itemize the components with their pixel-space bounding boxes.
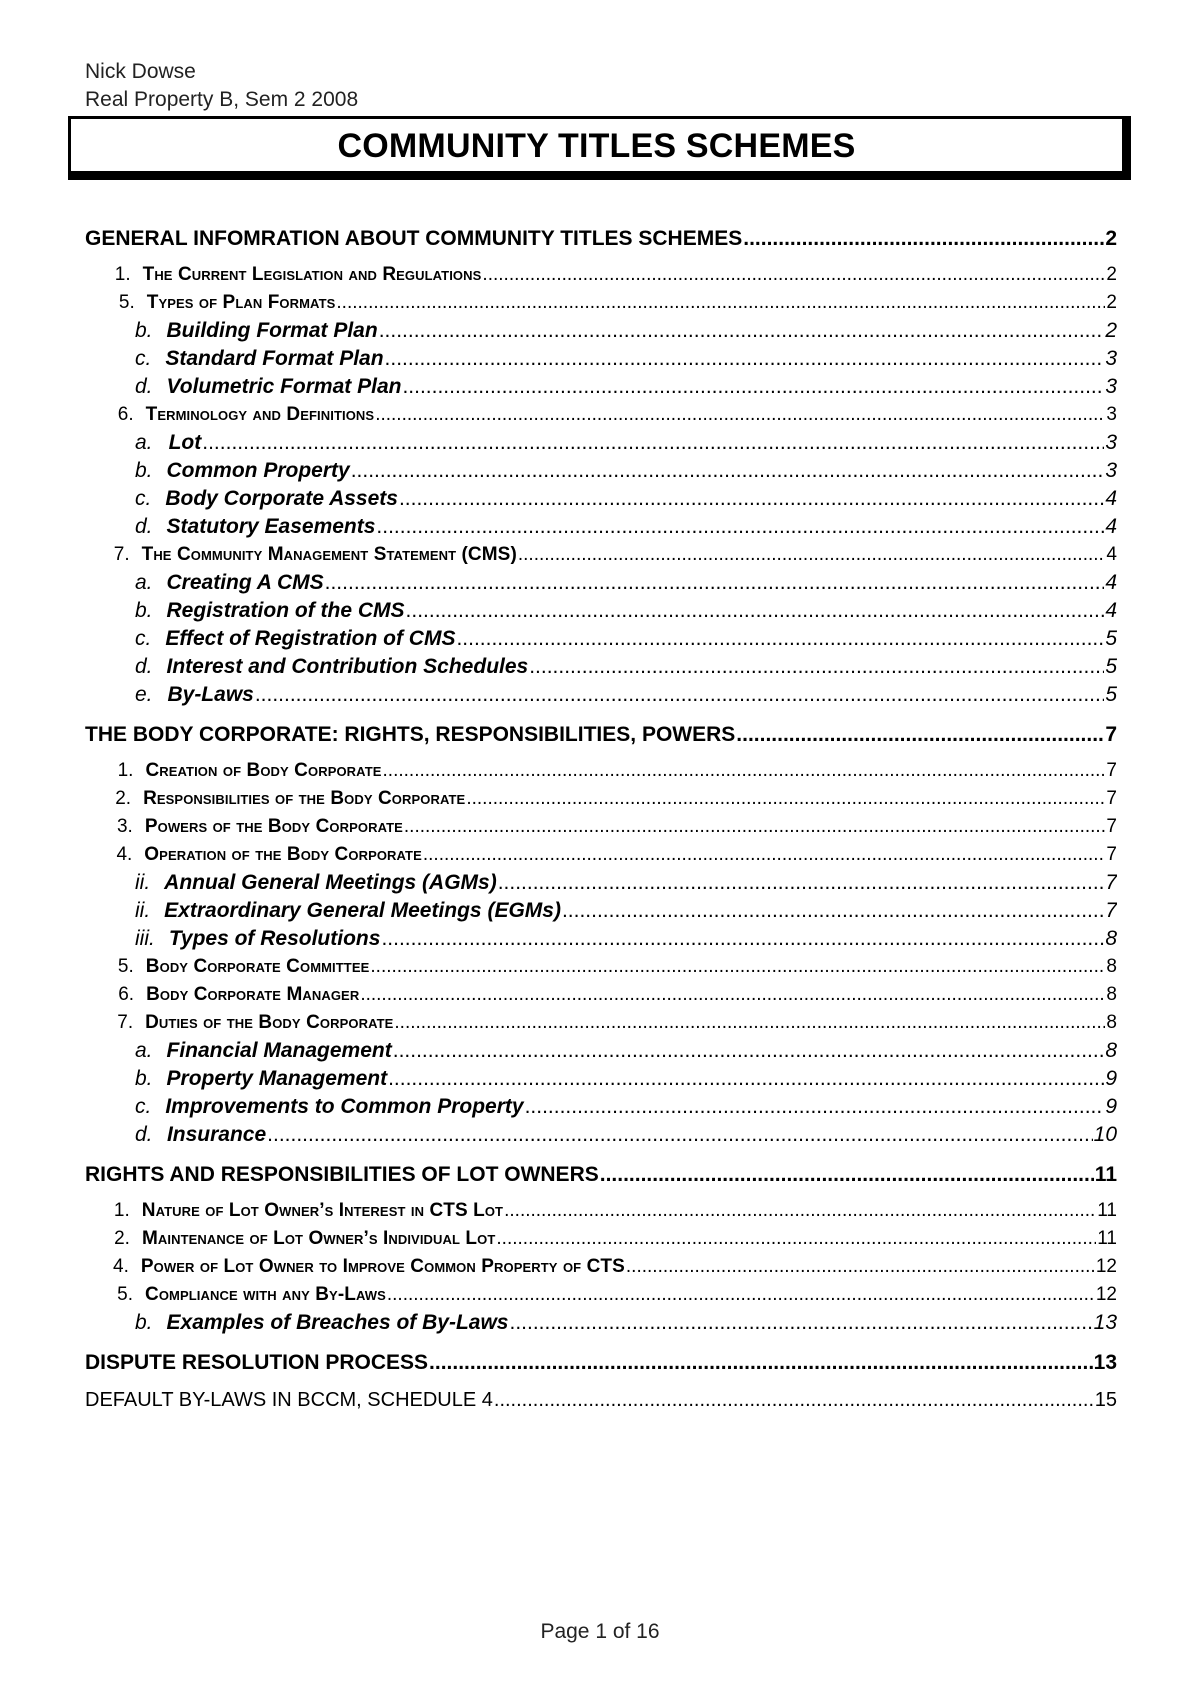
dot-leader [504,1197,1096,1225]
toc-entry[interactable] [85,1009,1117,1037]
toc-number: b. [135,1067,153,1090]
toc-page-number: 8 [1106,984,1117,1005]
toc-number: a. [135,1039,153,1062]
dot-leader [388,1065,1104,1093]
dot-leader [351,457,1105,485]
toc-subentry[interactable] [85,597,1117,625]
toc-number: 2. [114,1228,130,1249]
dot-leader [525,1093,1105,1121]
toc-subentry[interactable] [85,653,1117,681]
toc-number: iii. [135,927,155,950]
toc-page-number: 11 [1094,1163,1117,1186]
toc-label: Body Corporate Committee [145,956,370,977]
toc-number: d. [135,515,153,538]
toc-label: Effect of Registration of CMS [165,627,456,650]
toc-number: 5. [117,956,134,977]
dot-leader [518,541,1106,569]
toc-label: Improvements to Common Property [165,1095,524,1118]
document-header [85,58,358,114]
toc-subentry[interactable] [85,1065,1117,1093]
toc-page-number: 11 [1097,1200,1117,1221]
dot-leader [406,597,1105,625]
toc-number: b. [135,599,153,622]
dot-leader [393,1037,1105,1065]
toc-label: Body Corporate Assets [165,487,398,510]
toc-entry[interactable] [85,401,1117,429]
toc-subentry[interactable] [85,317,1117,345]
toc-number: 6. [117,404,134,425]
toc-page-number: 13 [1093,1351,1117,1374]
toc-label: Extraordinary General Meetings (EGMs) [164,899,561,922]
dot-leader [379,317,1105,345]
toc-label: Building Format Plan [166,319,378,342]
toc-entry[interactable] [85,261,1117,289]
dot-leader [496,1225,1096,1253]
toc-page-number: 2 [1105,319,1117,342]
toc-label: Operation of the Body Corporate [144,844,422,865]
toc-page-number: 9 [1105,1067,1117,1090]
toc-page-number: 7 [1105,899,1117,922]
toc-label: THE BODY CORPORATE: RIGHTS, RESPONSIBILITIES, POWERS [85,723,736,746]
toc-entry[interactable] [85,813,1117,841]
toc-subentry[interactable] [85,345,1117,373]
toc-page-number: 8 [1106,1012,1117,1033]
toc-page-number: 2 [1105,227,1117,250]
dot-leader [423,841,1106,869]
toc-entry[interactable] [85,757,1117,785]
toc-number: c. [135,1095,152,1118]
dot-leader [370,953,1105,981]
toc-label: Power of Lot Owner to Improve Common Property of CTS [140,1256,625,1277]
toc-page-number: 15 [1094,1389,1117,1411]
dot-leader [509,1309,1092,1337]
toc-number: 4. [113,1256,129,1277]
toc-entry-plain[interactable] [85,1385,1117,1415]
course-name: Real Property B, Sem 2 2008 [85,88,359,111]
toc-number: c. [135,487,152,510]
dot-leader [626,1253,1095,1281]
author-name: Nick Dowse [85,60,196,83]
title-box [68,116,1131,180]
toc-number: 5. [117,1284,134,1305]
dot-leader [404,813,1106,841]
toc-section-heading[interactable] [85,1349,1117,1377]
toc-subentry[interactable] [85,429,1117,457]
dot-leader [202,429,1104,457]
toc-subentry[interactable] [85,513,1117,541]
dot-leader [743,225,1104,253]
toc-label: Statutory Easements [166,515,376,538]
toc-label: Responsibilities of the Body Corporate [143,788,466,809]
toc-number: b. [135,1311,153,1334]
toc-entry[interactable] [85,1225,1117,1253]
toc-subentry[interactable] [85,925,1117,953]
toc-number: c. [135,347,152,370]
toc-page-number: 5 [1105,683,1117,706]
toc-number: c. [135,627,152,650]
toc-label: The Community Management Statement (CMS) [141,544,517,565]
toc-label: Body Corporate Manager [146,984,360,1005]
dot-leader [255,681,1104,709]
toc-entry[interactable] [85,953,1117,981]
toc-subentry[interactable] [85,625,1117,653]
dot-leader [360,981,1105,1009]
toc-label: Creation of Body Corporate [145,760,382,781]
toc-label: Property Management [166,1067,388,1090]
toc-subentry[interactable] [85,457,1117,485]
toc-label: Types of Plan Formats [146,292,336,313]
toc-label: Financial Management [166,1039,392,1062]
toc-section-heading[interactable] [85,1161,1117,1189]
toc-section-heading[interactable] [85,225,1117,253]
toc-page-number: 12 [1095,1284,1117,1305]
toc-label: Insurance [166,1123,267,1146]
toc-number: 1. [117,760,134,781]
toc-label: Nature of Lot Owner’s Interest in CTS Lot [141,1200,504,1221]
toc-subentry[interactable] [85,1093,1117,1121]
toc-subentry[interactable] [85,485,1117,513]
toc-page-number: 3 [1105,459,1117,482]
toc-number: 5. [118,292,135,313]
toc-number: 7. [117,1012,134,1033]
toc-page-number: 12 [1095,1256,1117,1277]
toc-number: d. [135,375,153,398]
toc-page-number: 7 [1106,788,1117,809]
toc-subentry[interactable] [85,569,1117,597]
toc-label: Examples of Breaches of By-Laws [166,1311,509,1334]
toc-page-number: 2 [1106,264,1117,285]
toc-page-number: 3 [1105,347,1117,370]
toc-page-number: 8 [1105,1039,1117,1062]
toc-label: DEFAULT BY-LAWS IN BCCM, SCHEDULE 4 [85,1389,493,1411]
toc-label: The Current Legislation and Regulations [142,264,482,285]
toc-page-number: 11 [1097,1228,1117,1249]
toc-label: Common Property [166,459,350,482]
toc-page-number: 8 [1105,927,1117,950]
toc-label: Maintenance of Lot Owner’s Individual Lot [141,1228,496,1249]
toc-entry[interactable] [85,1253,1117,1281]
toc-label: Compliance with any By-Laws [145,1284,386,1305]
toc-page-number: 5 [1105,627,1117,650]
toc-entry[interactable] [85,1197,1117,1225]
toc-page-number: 4 [1106,544,1117,565]
toc-label: DISPUTE RESOLUTION PROCESS [85,1351,429,1374]
toc-page-number: 4 [1105,599,1117,622]
toc-page-number: 7 [1106,816,1117,837]
toc-label: Interest and Contribution Schedules [166,655,529,678]
toc-page-number: 7 [1105,871,1117,894]
dot-leader [399,485,1104,513]
toc-section-heading[interactable] [85,721,1117,749]
dot-leader [387,1281,1095,1309]
toc-page-number: 2 [1106,292,1117,313]
toc-label: Terminology and Definitions [145,404,375,425]
toc-label: Registration of the CMS [166,599,405,622]
page-footer: Page 1 of 16 [540,1620,660,1643]
page-title: COMMUNITY TITLES SCHEMES [337,127,856,165]
dot-leader [325,569,1105,597]
dot-leader [529,653,1104,681]
toc-page-number: 8 [1106,956,1117,977]
dot-leader [336,289,1105,317]
dot-leader [381,925,1104,953]
toc-number: 2. [115,788,132,809]
toc-entry[interactable] [85,981,1117,1009]
toc-number: 1. [114,264,131,285]
dot-leader [498,869,1105,897]
toc-page-number: 10 [1093,1123,1117,1146]
toc-subentry[interactable] [85,373,1117,401]
dot-leader [376,513,1104,541]
toc-page-number: 7 [1105,723,1117,746]
dot-leader [736,721,1104,749]
toc-entry[interactable] [85,541,1117,569]
toc-label: Duties of the Body Corporate [145,1012,394,1033]
dot-leader [385,345,1105,373]
toc-number: 1. [113,1200,130,1221]
toc-number: 3. [116,816,133,837]
dot-leader [600,1161,1094,1189]
dot-leader [482,261,1105,289]
toc-label: RIGHTS AND RESPONSIBILITIES OF LOT OWNERS [85,1163,599,1186]
toc-number: a. [135,431,153,454]
toc-page-number: 3 [1105,375,1117,398]
toc-number: d. [135,655,153,678]
dot-leader [429,1349,1093,1377]
toc-entry[interactable] [85,841,1117,869]
table-of-contents [85,225,1117,1415]
dot-leader [375,401,1105,429]
toc-page-number: 7 [1106,760,1117,781]
toc-subentry[interactable] [85,869,1117,897]
toc-subentry[interactable] [85,1309,1117,1337]
dot-leader [494,1385,1094,1415]
toc-label: Creating A CMS [166,571,324,594]
toc-entry[interactable] [85,289,1117,317]
toc-page-number: 7 [1106,844,1117,865]
toc-number: 4. [116,844,133,865]
toc-number: ii. [135,871,151,894]
toc-entry[interactable] [85,1281,1117,1309]
toc-label: Lot [168,431,202,454]
toc-subentry[interactable] [85,897,1117,925]
dot-leader [466,785,1105,813]
toc-entry[interactable] [85,785,1117,813]
dot-leader [383,757,1106,785]
toc-subentry[interactable] [85,681,1117,709]
toc-label: Powers of the Body Corporate [144,816,403,837]
toc-page-number: 5 [1105,655,1117,678]
toc-label: By-Laws [167,683,254,706]
toc-subentry[interactable] [85,1121,1117,1149]
toc-page-number: 4 [1105,487,1117,510]
toc-number: d. [135,1123,153,1146]
dot-leader [402,373,1104,401]
toc-number: ii. [135,899,151,922]
toc-number: e. [135,683,153,706]
toc-page-number: 4 [1105,515,1117,538]
dot-leader [456,625,1104,653]
toc-page-number: 4 [1105,571,1117,594]
toc-label: Annual General Meetings (AGMs) [164,871,497,894]
dot-leader [562,897,1104,925]
toc-number: 6. [118,984,135,1005]
toc-page-number: 9 [1105,1095,1117,1118]
toc-number: a. [135,571,153,594]
toc-label: Types of Resolutions [168,927,381,950]
toc-label: Standard Format Plan [165,347,384,370]
toc-number: 7. [113,544,130,565]
toc-number: b. [135,459,153,482]
toc-page-number: 3 [1106,404,1117,425]
dot-leader [267,1121,1092,1149]
toc-page-number: 3 [1105,431,1117,454]
toc-label: Volumetric Format Plan [166,375,402,398]
toc-number: b. [135,319,153,342]
toc-subentry[interactable] [85,1037,1117,1065]
toc-page-number: 13 [1093,1311,1117,1334]
dot-leader [394,1009,1105,1037]
toc-label: GENERAL INFOMRATION ABOUT COMMUNITY TITLES SCHEMES [85,227,743,250]
